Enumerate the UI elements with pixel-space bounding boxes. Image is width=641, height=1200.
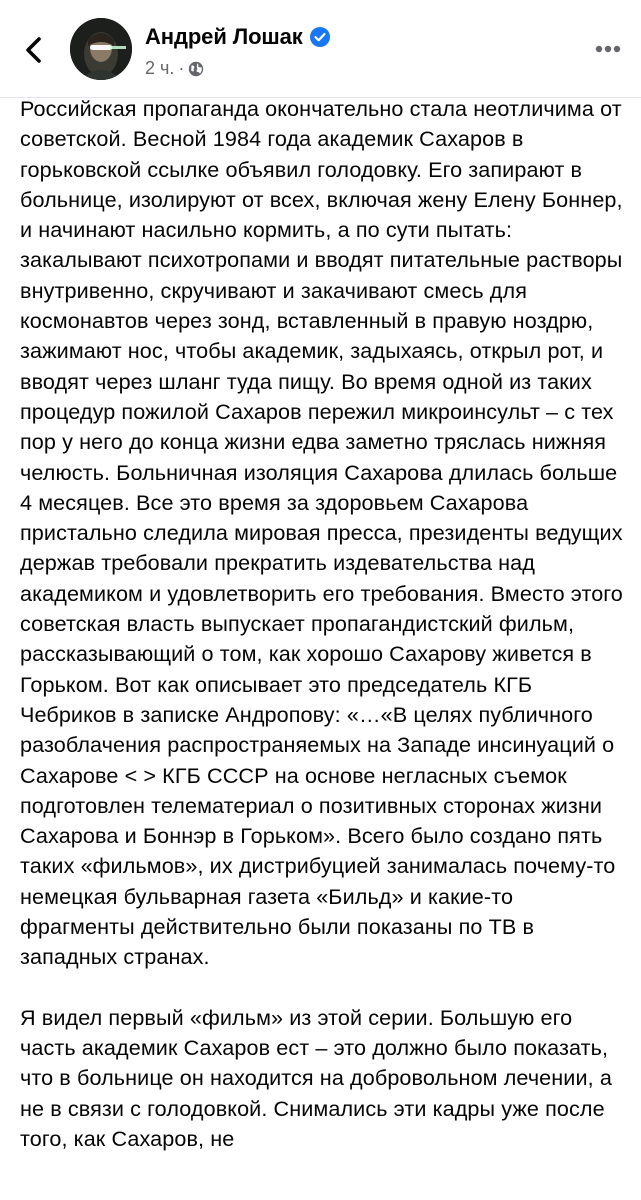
post-body: [20, 94, 632, 1154]
more-horizontal-icon: [595, 45, 621, 53]
post-header: [0, 0, 641, 98]
post-paragraph: Российская пропаганда окончательно стала неотличима от советской. Весной 1984 года академик Сахаров в горьковской ссылке объявил голодовку. Его запирают в больнице, изолируют от всех, включая жену Елену Боннер, и начинают насильно кормить, а по сути пытать: закалывают психотропами и вводят питательные растворы внутривенно, скручивают и закачивают смесь для космонавтов через зонд, вставленный в правую ноздрю, зажимают нос, чтобы академик, задыхаясь, открыл рот, и вводят через шланг туда пищу. Во время одной из таких процедур пожилой Сахаров пережил микроинсульт – с тех пор у него до конца жизни едва заметно тряслась нижняя челюсть. Больничная изоляция Сахарова длилась больше 4 месяцев. Все это время за здоровьем Сахарова пристально следила мировая пресса, президенты ведущих держав требовали прекратить издевательства над академиком и удовлетворить его требования. Вместо этого советская власть выпускает пропагандистский фильм, рассказывающий о том, как хорошо Сахарову живется в Горьком. Вот как описывает это председатель КГБ Чебриков в записке Андропову: «…«В целях публичного разоблачения распространяемых на Западе инсинуаций о Сахарове < > КГБ СССР на основе негласных съемок подготовлен телематериал о позитивных сторонах жизни Сахарова и Боннэр в Горьком». Всего было создано пять таких «фильмов», их дистрибуцией занималась почему-то немецкая бульварная газета «Бильд» и какие-то фрагменты действительно были показаны по ТВ в западных странах.: [20, 96, 623, 970]
meta-separator: ·: [178, 58, 185, 78]
back-button[interactable]: [14, 30, 54, 70]
post-paragraph: Я видел первый «фильм» из этой серии. Большую его часть академик Сахаров ест – это должно было показать, что в больнице он находится на добровольном лечении, а не в связи с голодовкой. Снимались эти кадры уже после того, как Сахаров, не: [20, 1004, 612, 1151]
avatar[interactable]: [70, 18, 132, 80]
post-meta: [145, 58, 204, 79]
chevron-left-icon: [23, 35, 45, 65]
author-name-row[interactable]: [145, 24, 330, 50]
more-options-button[interactable]: [581, 36, 621, 62]
timestamp[interactable]: 2 ч.: [145, 58, 175, 78]
avatar-image: [70, 18, 132, 80]
globe-icon: [188, 61, 204, 77]
author-name[interactable]: Андрей Лошак: [145, 24, 303, 49]
verified-badge-icon: [310, 27, 330, 47]
